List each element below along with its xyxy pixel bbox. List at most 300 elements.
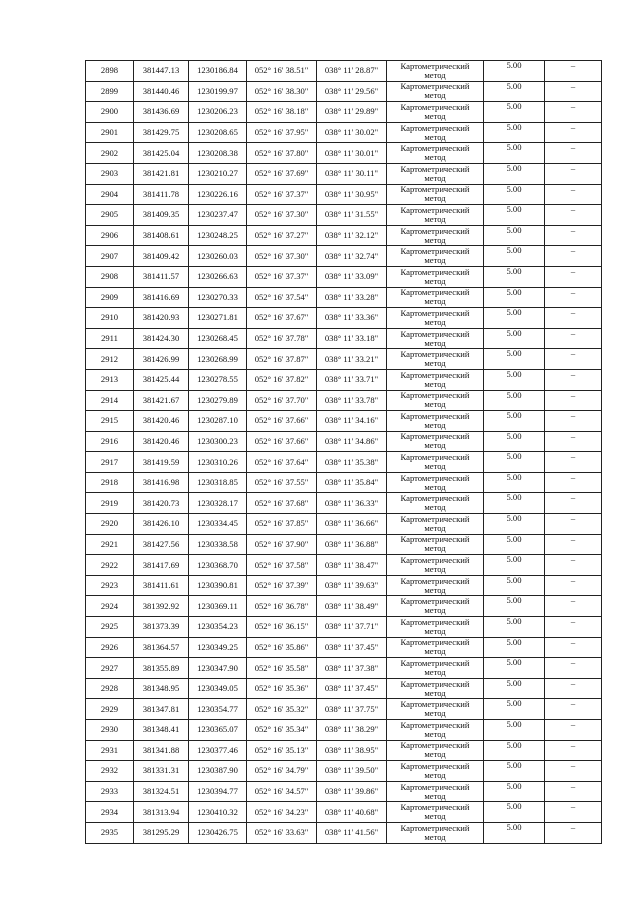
latitude-cell: 052° 16' 34.23" bbox=[247, 802, 317, 823]
point-number-cell: 2927 bbox=[86, 658, 134, 679]
point-number-cell: 2907 bbox=[86, 246, 134, 267]
method-line-2: метод bbox=[424, 440, 446, 451]
method-cell bbox=[387, 740, 484, 761]
method-cell bbox=[387, 225, 484, 246]
method-line-2: метод bbox=[424, 234, 446, 245]
accuracy-cell: 5.00 bbox=[484, 514, 545, 535]
method-cell bbox=[387, 452, 484, 473]
method-cell bbox=[387, 308, 484, 329]
method-line-1: Картометрический bbox=[400, 719, 470, 730]
extra-cell: – bbox=[545, 822, 602, 843]
x-coordinate-cell: 381416.98 bbox=[134, 472, 189, 493]
point-number-cell: 2913 bbox=[86, 369, 134, 390]
method-cell bbox=[387, 390, 484, 411]
extra-cell: – bbox=[545, 266, 602, 287]
accuracy-cell: 5.00 bbox=[484, 720, 545, 741]
extra-cell: – bbox=[545, 102, 602, 123]
point-number-cell: 2908 bbox=[86, 266, 134, 287]
accuracy-cell: 5.00 bbox=[484, 61, 545, 82]
longitude-cell: 038° 11' 37.75" bbox=[317, 699, 387, 720]
y-coordinate-cell: 1230248.25 bbox=[189, 225, 247, 246]
latitude-cell: 052° 16' 37.30" bbox=[247, 205, 317, 226]
accuracy-cell: 5.00 bbox=[484, 369, 545, 390]
x-coordinate-cell: 381419.59 bbox=[134, 452, 189, 473]
longitude-cell: 038° 11' 38.47" bbox=[317, 555, 387, 576]
longitude-cell: 038° 11' 30.11" bbox=[317, 163, 387, 184]
method-line-1: Картометрический bbox=[400, 802, 470, 813]
table-row bbox=[86, 143, 602, 164]
extra-cell: – bbox=[545, 617, 602, 638]
y-coordinate-cell: 1230410.32 bbox=[189, 802, 247, 823]
method-cell bbox=[387, 349, 484, 370]
accuracy-cell: 5.00 bbox=[484, 493, 545, 514]
longitude-cell: 038° 11' 39.50" bbox=[317, 761, 387, 782]
extra-cell: – bbox=[545, 225, 602, 246]
longitude-cell: 038° 11' 30.01" bbox=[317, 143, 387, 164]
y-coordinate-cell: 1230390.81 bbox=[189, 575, 247, 596]
accuracy-cell: 5.00 bbox=[484, 555, 545, 576]
table-row bbox=[86, 617, 602, 638]
table-row bbox=[86, 328, 602, 349]
latitude-cell: 052° 16' 37.30" bbox=[247, 246, 317, 267]
method-line-1: Картометрический bbox=[400, 555, 470, 566]
method-line-1: Картометрический bbox=[400, 122, 470, 133]
longitude-cell: 038° 11' 35.38" bbox=[317, 452, 387, 473]
point-number-cell: 2925 bbox=[86, 617, 134, 638]
accuracy-cell: 5.00 bbox=[484, 184, 545, 205]
y-coordinate-cell: 1230354.23 bbox=[189, 617, 247, 638]
latitude-cell: 052° 16' 37.82" bbox=[247, 369, 317, 390]
latitude-cell: 052° 16' 37.55" bbox=[247, 472, 317, 493]
method-cell bbox=[387, 534, 484, 555]
method-cell bbox=[387, 61, 484, 82]
x-coordinate-cell: 381295.29 bbox=[134, 822, 189, 843]
y-coordinate-cell: 1230279.89 bbox=[189, 390, 247, 411]
method-line-1: Картометрический bbox=[400, 513, 470, 524]
method-cell bbox=[387, 822, 484, 843]
latitude-cell: 052° 16' 37.37" bbox=[247, 184, 317, 205]
method-line-1: Картометрический bbox=[400, 225, 470, 236]
extra-cell: – bbox=[545, 390, 602, 411]
table-row bbox=[86, 637, 602, 658]
latitude-cell: 052° 16' 37.27" bbox=[247, 225, 317, 246]
table-row bbox=[86, 493, 602, 514]
x-coordinate-cell: 381348.41 bbox=[134, 720, 189, 741]
accuracy-cell: 5.00 bbox=[484, 143, 545, 164]
longitude-cell: 038° 11' 36.88" bbox=[317, 534, 387, 555]
point-number-cell: 2912 bbox=[86, 349, 134, 370]
extra-cell: – bbox=[545, 287, 602, 308]
x-coordinate-cell: 381420.93 bbox=[134, 308, 189, 329]
longitude-cell: 038° 11' 33.09" bbox=[317, 266, 387, 287]
longitude-cell: 038° 11' 37.38" bbox=[317, 658, 387, 679]
latitude-cell: 052° 16' 37.70" bbox=[247, 390, 317, 411]
method-cell bbox=[387, 472, 484, 493]
point-number-cell: 2916 bbox=[86, 431, 134, 452]
extra-cell: – bbox=[545, 81, 602, 102]
extra-cell: – bbox=[545, 369, 602, 390]
method-line-1: Картометрический bbox=[400, 60, 470, 71]
accuracy-cell: 5.00 bbox=[484, 761, 545, 782]
latitude-cell: 052° 16' 37.85" bbox=[247, 514, 317, 535]
extra-cell: – bbox=[545, 205, 602, 226]
y-coordinate-cell: 1230237.47 bbox=[189, 205, 247, 226]
method-line-1: Картометрический bbox=[400, 596, 470, 607]
extra-cell: – bbox=[545, 349, 602, 370]
method-cell bbox=[387, 678, 484, 699]
y-coordinate-cell: 1230318.85 bbox=[189, 472, 247, 493]
extra-cell: – bbox=[545, 761, 602, 782]
table-row bbox=[86, 658, 602, 679]
extra-cell: – bbox=[545, 802, 602, 823]
method-cell bbox=[387, 493, 484, 514]
longitude-cell: 038° 11' 40.68" bbox=[317, 802, 387, 823]
method-line-2: метод bbox=[424, 275, 446, 286]
method-line-2: метод bbox=[424, 522, 446, 533]
longitude-cell: 038° 11' 34.16" bbox=[317, 411, 387, 432]
point-number-cell: 2917 bbox=[86, 452, 134, 473]
extra-cell: – bbox=[545, 637, 602, 658]
extra-cell: – bbox=[545, 122, 602, 143]
extra-cell: – bbox=[545, 514, 602, 535]
method-line-2: метод bbox=[424, 152, 446, 163]
y-coordinate-cell: 1230369.11 bbox=[189, 596, 247, 617]
accuracy-cell: 5.00 bbox=[484, 287, 545, 308]
x-coordinate-cell: 381425.44 bbox=[134, 369, 189, 390]
x-coordinate-cell: 381426.10 bbox=[134, 514, 189, 535]
point-number-cell: 2924 bbox=[86, 596, 134, 617]
y-coordinate-cell: 1230365.07 bbox=[189, 720, 247, 741]
method-line-1: Картометрический bbox=[400, 287, 470, 298]
table-row bbox=[86, 122, 602, 143]
point-number-cell: 2935 bbox=[86, 822, 134, 843]
method-line-2: метод bbox=[424, 193, 446, 204]
point-number-cell: 2934 bbox=[86, 802, 134, 823]
accuracy-cell: 5.00 bbox=[484, 308, 545, 329]
accuracy-cell: 5.00 bbox=[484, 349, 545, 370]
y-coordinate-cell: 1230368.70 bbox=[189, 555, 247, 576]
method-line-2: метод bbox=[424, 749, 446, 760]
point-number-cell: 2930 bbox=[86, 720, 134, 741]
method-cell bbox=[387, 575, 484, 596]
x-coordinate-cell: 381341.88 bbox=[134, 740, 189, 761]
latitude-cell: 052° 16' 33.63" bbox=[247, 822, 317, 843]
table-row bbox=[86, 740, 602, 761]
method-line-1: Картометрический bbox=[400, 678, 470, 689]
y-coordinate-cell: 1230199.97 bbox=[189, 81, 247, 102]
x-coordinate-cell: 381347.81 bbox=[134, 699, 189, 720]
longitude-cell: 038° 11' 36.66" bbox=[317, 514, 387, 535]
table-row bbox=[86, 205, 602, 226]
method-line-2: метод bbox=[424, 564, 446, 575]
method-line-1: Картометрический bbox=[400, 328, 470, 339]
longitude-cell: 038° 11' 32.12" bbox=[317, 225, 387, 246]
method-line-1: Картометрический bbox=[400, 699, 470, 710]
x-coordinate-cell: 381417.69 bbox=[134, 555, 189, 576]
y-coordinate-cell: 1230334.45 bbox=[189, 514, 247, 535]
latitude-cell: 052° 16' 37.69" bbox=[247, 163, 317, 184]
x-coordinate-cell: 381447.13 bbox=[134, 61, 189, 82]
y-coordinate-cell: 1230328.17 bbox=[189, 493, 247, 514]
y-coordinate-cell: 1230310.26 bbox=[189, 452, 247, 473]
x-coordinate-cell: 381348.95 bbox=[134, 678, 189, 699]
y-coordinate-cell: 1230338.58 bbox=[189, 534, 247, 555]
accuracy-cell: 5.00 bbox=[484, 266, 545, 287]
y-coordinate-cell: 1230426.75 bbox=[189, 822, 247, 843]
accuracy-cell: 5.00 bbox=[484, 802, 545, 823]
table-row bbox=[86, 81, 602, 102]
method-cell bbox=[387, 163, 484, 184]
extra-cell: – bbox=[545, 308, 602, 329]
method-line-2: метод bbox=[424, 728, 446, 739]
table-row bbox=[86, 349, 602, 370]
latitude-cell: 052° 16' 37.67" bbox=[247, 308, 317, 329]
x-coordinate-cell: 381392.92 bbox=[134, 596, 189, 617]
method-line-1: Картометрический bbox=[400, 307, 470, 318]
accuracy-cell: 5.00 bbox=[484, 225, 545, 246]
table-row bbox=[86, 266, 602, 287]
accuracy-cell: 5.00 bbox=[484, 617, 545, 638]
x-coordinate-cell: 381425.04 bbox=[134, 143, 189, 164]
accuracy-cell: 5.00 bbox=[484, 205, 545, 226]
y-coordinate-cell: 1230271.81 bbox=[189, 308, 247, 329]
method-line-1: Картометрический bbox=[400, 472, 470, 483]
longitude-cell: 038° 11' 31.55" bbox=[317, 205, 387, 226]
method-line-2: метод bbox=[424, 646, 446, 657]
point-number-cell: 2910 bbox=[86, 308, 134, 329]
method-line-2: метод bbox=[424, 605, 446, 616]
method-cell bbox=[387, 328, 484, 349]
table-row bbox=[86, 61, 602, 82]
point-number-cell: 2903 bbox=[86, 163, 134, 184]
method-line-1: Картометрический bbox=[400, 163, 470, 174]
method-line-1: Картометрический bbox=[400, 390, 470, 401]
extra-cell: – bbox=[545, 596, 602, 617]
point-number-cell: 2906 bbox=[86, 225, 134, 246]
method-cell bbox=[387, 720, 484, 741]
latitude-cell: 052° 16' 38.18" bbox=[247, 102, 317, 123]
point-number-cell: 2923 bbox=[86, 575, 134, 596]
table-row bbox=[86, 390, 602, 411]
longitude-cell: 038° 11' 37.71" bbox=[317, 617, 387, 638]
latitude-cell: 052° 16' 36.15" bbox=[247, 617, 317, 638]
method-cell bbox=[387, 184, 484, 205]
x-coordinate-cell: 381426.99 bbox=[134, 349, 189, 370]
extra-cell: – bbox=[545, 246, 602, 267]
point-number-cell: 2919 bbox=[86, 493, 134, 514]
method-line-2: метод bbox=[424, 316, 446, 327]
accuracy-cell: 5.00 bbox=[484, 390, 545, 411]
y-coordinate-cell: 1230387.90 bbox=[189, 761, 247, 782]
y-coordinate-cell: 1230394.77 bbox=[189, 781, 247, 802]
x-coordinate-cell: 381436.69 bbox=[134, 102, 189, 123]
longitude-cell: 038° 11' 33.21" bbox=[317, 349, 387, 370]
table-row bbox=[86, 287, 602, 308]
y-coordinate-cell: 1230349.05 bbox=[189, 678, 247, 699]
longitude-cell: 038° 11' 32.74" bbox=[317, 246, 387, 267]
method-line-2: метод bbox=[424, 337, 446, 348]
y-coordinate-cell: 1230377.46 bbox=[189, 740, 247, 761]
table-row bbox=[86, 699, 602, 720]
table-row bbox=[86, 225, 602, 246]
latitude-cell: 052° 16' 37.58" bbox=[247, 555, 317, 576]
extra-cell: – bbox=[545, 678, 602, 699]
table-row bbox=[86, 411, 602, 432]
method-line-1: Картометрический bbox=[400, 204, 470, 215]
extra-cell: – bbox=[545, 658, 602, 679]
method-line-2: метод bbox=[424, 90, 446, 101]
accuracy-cell: 5.00 bbox=[484, 431, 545, 452]
longitude-cell: 038° 11' 29.89" bbox=[317, 102, 387, 123]
accuracy-cell: 5.00 bbox=[484, 163, 545, 184]
method-line-2: метод bbox=[424, 502, 446, 513]
point-number-cell: 2899 bbox=[86, 81, 134, 102]
table-row bbox=[86, 452, 602, 473]
x-coordinate-cell: 381420.46 bbox=[134, 411, 189, 432]
latitude-cell: 052° 16' 37.64" bbox=[247, 452, 317, 473]
point-number-cell: 2932 bbox=[86, 761, 134, 782]
method-line-1: Картометрический bbox=[400, 349, 470, 360]
x-coordinate-cell: 381421.67 bbox=[134, 390, 189, 411]
latitude-cell: 052° 16' 35.86" bbox=[247, 637, 317, 658]
method-line-2: метод bbox=[424, 543, 446, 554]
method-line-2: метод bbox=[424, 687, 446, 698]
point-number-cell: 2926 bbox=[86, 637, 134, 658]
method-cell bbox=[387, 802, 484, 823]
table-row bbox=[86, 514, 602, 535]
longitude-cell: 038° 11' 33.28" bbox=[317, 287, 387, 308]
x-coordinate-cell: 381313.94 bbox=[134, 802, 189, 823]
longitude-cell: 038° 11' 35.84" bbox=[317, 472, 387, 493]
method-cell bbox=[387, 514, 484, 535]
accuracy-cell: 5.00 bbox=[484, 781, 545, 802]
accuracy-cell: 5.00 bbox=[484, 81, 545, 102]
y-coordinate-cell: 1230287.10 bbox=[189, 411, 247, 432]
document-page bbox=[85, 60, 601, 844]
extra-cell: – bbox=[545, 61, 602, 82]
latitude-cell: 052° 16' 38.30" bbox=[247, 81, 317, 102]
point-number-cell: 2914 bbox=[86, 390, 134, 411]
method-line-2: метод bbox=[424, 296, 446, 307]
accuracy-cell: 5.00 bbox=[484, 452, 545, 473]
y-coordinate-cell: 1230349.25 bbox=[189, 637, 247, 658]
method-line-1: Картометрический bbox=[400, 658, 470, 669]
latitude-cell: 052° 16' 37.54" bbox=[247, 287, 317, 308]
table-row bbox=[86, 163, 602, 184]
extra-cell: – bbox=[545, 431, 602, 452]
accuracy-cell: 5.00 bbox=[484, 822, 545, 843]
table-row bbox=[86, 534, 602, 555]
method-cell bbox=[387, 781, 484, 802]
method-line-1: Картометрический bbox=[400, 637, 470, 648]
longitude-cell: 038° 11' 39.86" bbox=[317, 781, 387, 802]
y-coordinate-cell: 1230266.63 bbox=[189, 266, 247, 287]
longitude-cell: 038° 11' 37.45" bbox=[317, 678, 387, 699]
table-row bbox=[86, 575, 602, 596]
method-line-2: метод bbox=[424, 110, 446, 121]
y-coordinate-cell: 1230354.77 bbox=[189, 699, 247, 720]
longitude-cell: 038° 11' 38.29" bbox=[317, 720, 387, 741]
point-number-cell: 2922 bbox=[86, 555, 134, 576]
longitude-cell: 038° 11' 33.78" bbox=[317, 390, 387, 411]
method-cell bbox=[387, 411, 484, 432]
x-coordinate-cell: 381408.61 bbox=[134, 225, 189, 246]
y-coordinate-cell: 1230210.27 bbox=[189, 163, 247, 184]
method-line-2: метод bbox=[424, 481, 446, 492]
longitude-cell: 038° 11' 34.86" bbox=[317, 431, 387, 452]
method-line-2: метод bbox=[424, 584, 446, 595]
y-coordinate-cell: 1230206.23 bbox=[189, 102, 247, 123]
method-line-1: Картометрический bbox=[400, 740, 470, 751]
method-cell bbox=[387, 555, 484, 576]
x-coordinate-cell: 381364.57 bbox=[134, 637, 189, 658]
x-coordinate-cell: 381373.39 bbox=[134, 617, 189, 638]
method-cell bbox=[387, 246, 484, 267]
accuracy-cell: 5.00 bbox=[484, 658, 545, 679]
extra-cell: – bbox=[545, 781, 602, 802]
method-line-1: Картометрический bbox=[400, 410, 470, 421]
method-line-1: Картометрический bbox=[400, 101, 470, 112]
y-coordinate-cell: 1230300.23 bbox=[189, 431, 247, 452]
y-coordinate-cell: 1230208.65 bbox=[189, 122, 247, 143]
y-coordinate-cell: 1230268.99 bbox=[189, 349, 247, 370]
coordinates-table bbox=[85, 60, 602, 844]
method-cell bbox=[387, 369, 484, 390]
extra-cell: – bbox=[545, 534, 602, 555]
longitude-cell: 038° 11' 29.56" bbox=[317, 81, 387, 102]
table-row bbox=[86, 822, 602, 843]
table-row bbox=[86, 781, 602, 802]
x-coordinate-cell: 381411.61 bbox=[134, 575, 189, 596]
x-coordinate-cell: 381324.51 bbox=[134, 781, 189, 802]
accuracy-cell: 5.00 bbox=[484, 534, 545, 555]
accuracy-cell: 5.00 bbox=[484, 575, 545, 596]
x-coordinate-cell: 381409.35 bbox=[134, 205, 189, 226]
method-line-2: метод bbox=[424, 255, 446, 266]
method-line-2: метод bbox=[424, 131, 446, 142]
extra-cell: – bbox=[545, 184, 602, 205]
method-line-1: Картометрический bbox=[400, 81, 470, 92]
table-row bbox=[86, 596, 602, 617]
table-row bbox=[86, 720, 602, 741]
x-coordinate-cell: 381429.75 bbox=[134, 122, 189, 143]
latitude-cell: 052° 16' 34.57" bbox=[247, 781, 317, 802]
point-number-cell: 2909 bbox=[86, 287, 134, 308]
point-number-cell: 2902 bbox=[86, 143, 134, 164]
latitude-cell: 052° 16' 36.78" bbox=[247, 596, 317, 617]
longitude-cell: 038° 11' 33.18" bbox=[317, 328, 387, 349]
method-line-1: Картометрический bbox=[400, 452, 470, 463]
y-coordinate-cell: 1230186.84 bbox=[189, 61, 247, 82]
method-cell bbox=[387, 205, 484, 226]
table-row bbox=[86, 431, 602, 452]
latitude-cell: 052° 16' 37.78" bbox=[247, 328, 317, 349]
method-line-2: метод bbox=[424, 419, 446, 430]
accuracy-cell: 5.00 bbox=[484, 411, 545, 432]
method-cell bbox=[387, 266, 484, 287]
point-number-cell: 2928 bbox=[86, 678, 134, 699]
accuracy-cell: 5.00 bbox=[484, 740, 545, 761]
table-row bbox=[86, 246, 602, 267]
x-coordinate-cell: 381409.42 bbox=[134, 246, 189, 267]
extra-cell: – bbox=[545, 740, 602, 761]
longitude-cell: 038° 11' 33.36" bbox=[317, 308, 387, 329]
extra-cell: – bbox=[545, 452, 602, 473]
method-line-2: метод bbox=[424, 378, 446, 389]
x-coordinate-cell: 381440.46 bbox=[134, 81, 189, 102]
accuracy-cell: 5.00 bbox=[484, 246, 545, 267]
method-line-2: метод bbox=[424, 667, 446, 678]
